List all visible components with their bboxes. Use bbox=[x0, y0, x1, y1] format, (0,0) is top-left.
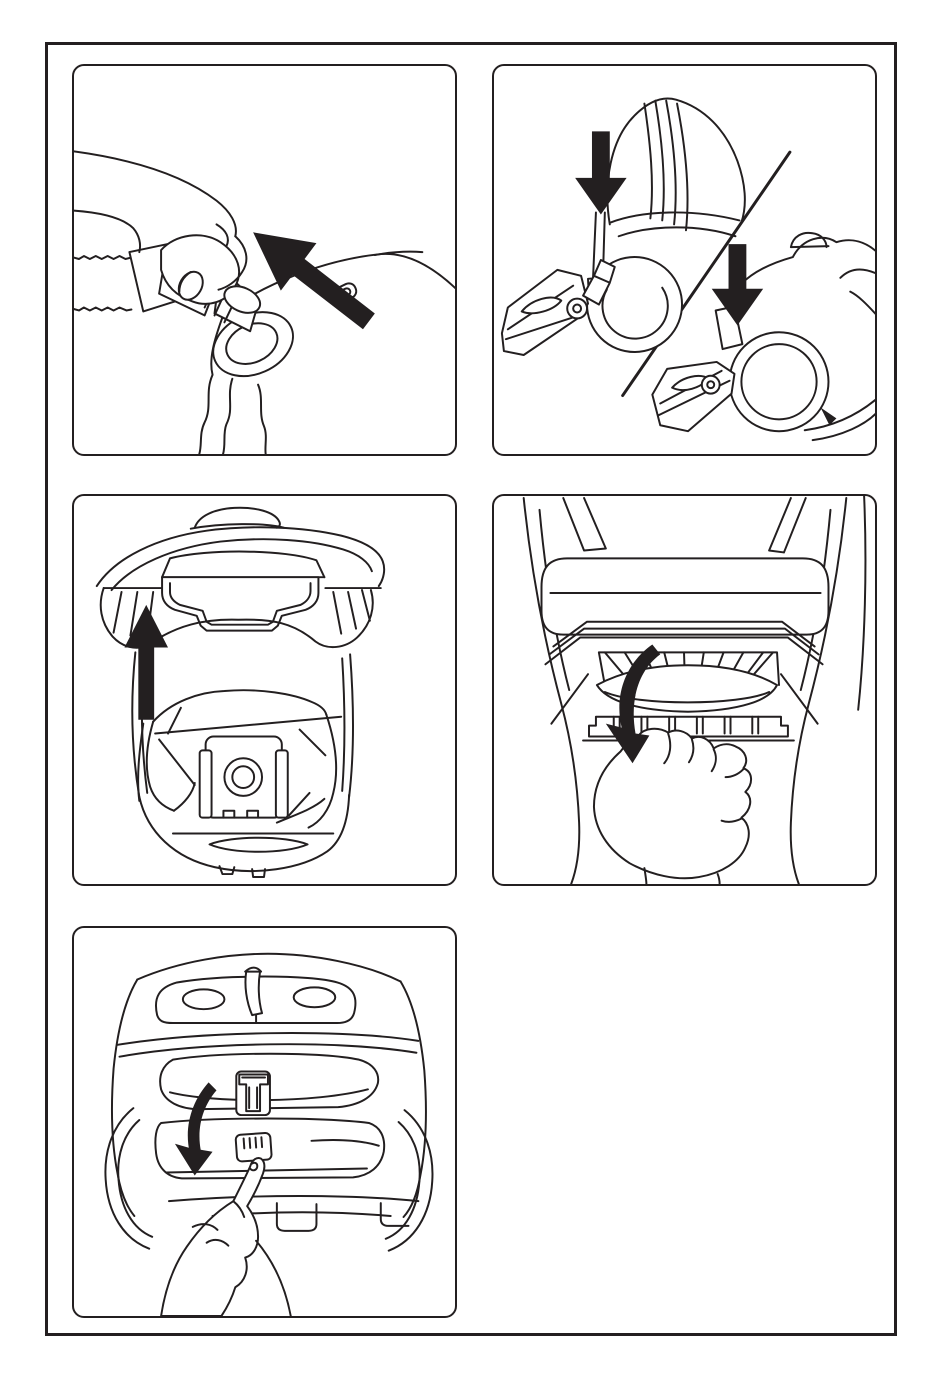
pointing-hand bbox=[161, 1158, 291, 1316]
step-4-panel bbox=[492, 494, 877, 886]
step-3-panel bbox=[72, 494, 457, 886]
down-arrow-icon bbox=[575, 131, 626, 214]
t-clip bbox=[236, 1072, 270, 1116]
vacuum-horizontal-view bbox=[652, 233, 875, 440]
step-1-illustration bbox=[74, 66, 455, 454]
step-5-panel bbox=[72, 926, 457, 1318]
step-5-illustration bbox=[74, 928, 455, 1316]
step-4-illustration bbox=[494, 496, 875, 884]
hand bbox=[594, 729, 751, 884]
vacuum-upright-view bbox=[502, 98, 745, 355]
step-1-panel bbox=[72, 64, 457, 456]
up-arrow-icon bbox=[124, 605, 168, 720]
ribbed-latch-button bbox=[235, 1133, 271, 1162]
step-3-illustration bbox=[74, 496, 455, 884]
step-2-illustration bbox=[494, 66, 875, 454]
step-2-panel bbox=[492, 64, 877, 456]
dust-bag bbox=[147, 690, 342, 827]
